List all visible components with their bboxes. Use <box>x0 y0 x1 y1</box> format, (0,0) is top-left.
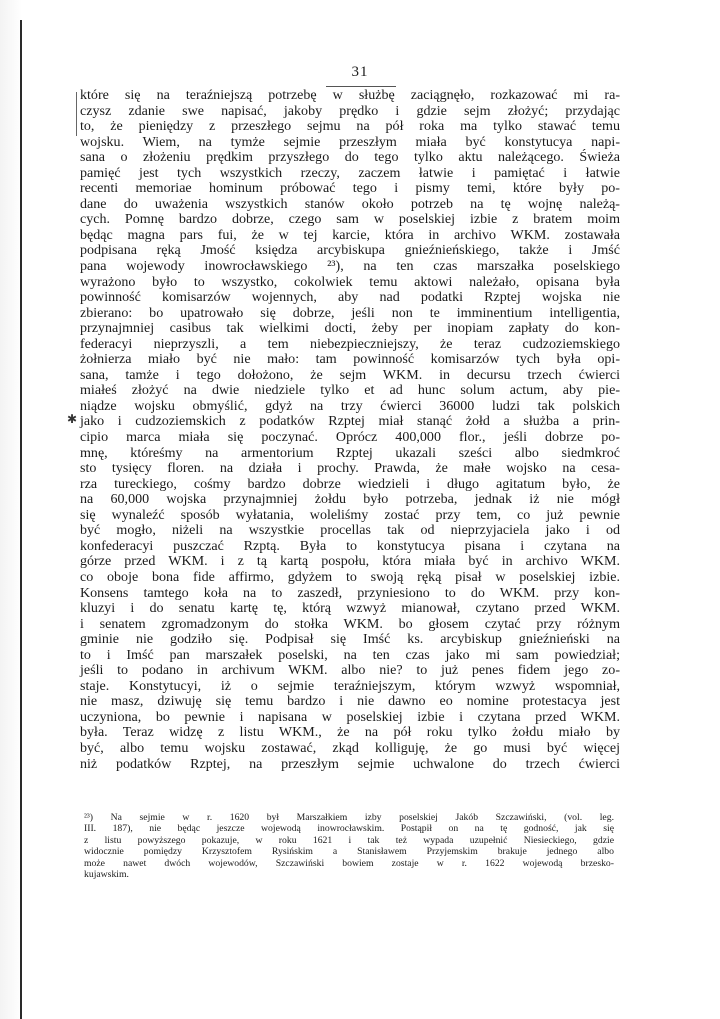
footnote-block <box>84 812 614 880</box>
footnote-line: kujawskim. <box>84 869 129 881</box>
text-line: była. Teraz widzę z listu WKM., że na pół roku tylko żołdu miało by <box>80 724 620 741</box>
margin-annotation-mark: ✱ <box>67 412 78 426</box>
text-line: staje. Konstytucyi, iż o sejmie teraźniejszym, którym wzwyż wspomniał, <box>80 677 620 694</box>
text-line: co oboje bona fide affirmo, gdyżem to swoją ręką pisał w poselskiej izbie. <box>80 568 620 585</box>
text-line: mnę, któreśmy na armentorium Rzptej ukazali sześci albo siedmkroć <box>80 444 620 461</box>
text-line: zbierano: bo upatrowało się dobrze, jeśli non te imminentium intelligentia, <box>80 304 620 321</box>
text-line: pamięć jest tych wszystkich rzeczy, zaczem łatwie i pamiętać i łatwie <box>80 164 620 181</box>
text-line: rza tureckiego, cośmy bardzo dobrze wiedzieli i długo agitatum było, że <box>80 475 620 492</box>
text-line: niądze wojsku obmyślić, gdyż na trzy ćwierci 36000 ludzi tak polskich <box>80 397 620 414</box>
page-number: 31 <box>351 64 369 80</box>
footnote-line: widocznie pomiędzy Krzysztofem Rysińskim a Stanisławem Przyjemskim brakuje jednego albo <box>84 846 614 858</box>
text-line: jako i cudzoziemskich z podatków Rzptej miał stanąć żołd a służba a prin- <box>80 413 620 430</box>
text-line: powinność komisarzów wojennych, aby nad podatki Rzptej wojska nie <box>80 289 620 306</box>
text-line: miałeś złożyć na dwie niedziele tylko et ad hunc solum actum, aby pie- <box>80 382 620 399</box>
scan-edge <box>0 0 22 1019</box>
text-line: uczyniona, bo pewnie i napisana w poselskiej izbie i czytana przed WKM. <box>80 708 620 725</box>
footnote-line: ²³) Na sejmie w r. 1620 był Marszałkiem izby poselskiej Jakób Szczawiński, (vol. leg. <box>84 812 614 823</box>
footnote-line: z listu powyższego pokazuje, w roku 1621 i tak też wypada uzupełnić Niesieckiego, gdzie <box>84 834 614 846</box>
text-line: niż podatków Rzptej, na przeszłym sejmie uchwalone do trzech ćwierci <box>80 755 620 772</box>
text-line: Konsens tamtego koła na to zaszedł, przyniesiono to do WKM. przy kon- <box>80 584 620 601</box>
text-line: sana o złożeniu prędkim przyszłego do tego tylko aktu należącego. Świeża <box>80 149 620 166</box>
text-line: wojsku. Wiem, na tymże sejmie przeszłym miała być konstytucya napi- <box>80 133 620 150</box>
text-line: pana wojewody inowrocławskiego ²³), na ten czas marszałka poselskiego <box>80 258 620 275</box>
text-line: federacyi nieprzyszli, a tem niebezpieczniejszy, że teraz cudzoziemskiego <box>80 335 620 352</box>
text-line: żołnierza miało być nie mało: tam powinność komisarzów tych była opi- <box>80 351 620 368</box>
text-line: cych. Pomnę bardzo dobrze, czego sam w poselskiej izbie z bratem moim <box>80 211 620 228</box>
text-line: na 60,000 wojska przynajmniej żołdu było potrzeba, jednak iż nie mógł <box>80 491 620 508</box>
text-line: gminie nie godziło się. Podpisał się Imść ks. arcybiskup gnieźnieński na <box>80 631 620 648</box>
text-line: wyrażono było to wszystko, cokolwiek temu aktowi należało, opisana była <box>80 273 620 290</box>
text-line: które się na teraźniejszą potrzebę w służbę zaciągnęło, rozkazować mi ra- <box>80 87 620 103</box>
text-line: być, albo temu wojsku zostawać, zkąd kolliguję, że go musi być więcej <box>80 739 620 756</box>
text-line: sana, tamże i tego dołożono, że sejm WKM. in decursu trzech ćwierci <box>80 366 620 383</box>
text-line: się wynaleźć sposób wyłatania, woleliśmy zostać przy tem, co już pewnie <box>80 506 620 523</box>
footnote-line: może nawet dwóch wojewodów, Szczawiński bowiem zostaje w r. 1622 wojewodą brzesko- <box>84 857 614 869</box>
footnote-line: III. 187), nie będąc jeszcze wojewodą inowrocławskim. Postąpił on na tę godność, jak się <box>84 823 614 835</box>
text-line: to i Imść pan marszałek poselski, na ten czas jako mi sam powiedział; <box>80 646 620 663</box>
text-line: kluzyi i do senatu kartę tę, którą wzwyż mianował, czytano przed WKM. <box>80 600 620 617</box>
text-line: cipio marca miała się poczynać. Oprócz 400,000 flor., jeśli dobrze po- <box>80 429 620 446</box>
text-line: podpisana ręką Jmość księdza arcybiskupa gnieźnieńskiego, także i Jmść <box>80 242 620 259</box>
text-line: to, że pieniędzy z przeszłego sejmu na pół roka ma tylko stawać temu <box>80 118 620 135</box>
text-line: recenti memoriae hominum próbować tego i pismy temi, które były po- <box>80 180 620 197</box>
text-line: jeśli to podano in archivum WKM. albo nie? to już penes fidem jego zo- <box>80 662 620 679</box>
text-line: nie masz, dziwuję się temu bardzo i nie dawno eo nomine protestacya jest <box>80 693 620 710</box>
main-text-block <box>80 88 620 772</box>
text-line: sto tysięcy floren. na działa i prochy. Prawda, że małe wojsko na cesa- <box>80 460 620 477</box>
text-line: dane do uważenia wszystkich stanów około potrzeb na tę wojnę należą- <box>80 195 620 212</box>
text-line: być mogło, niżeli na wszystkie procellas tak od nieprzyjaciela jako i od <box>80 522 620 539</box>
text-line: czysz zdanie swe napisać, jakoby prędko i gdzie sejm złożyć; przydając <box>80 102 620 119</box>
binding-edge-line <box>20 20 22 1019</box>
text-line: przynajmniej casibus tak wielkimi docti, żeby per inopiam zapłaty do kon- <box>80 320 620 337</box>
text-line: konfederacyi puszczać Rzptą. Była to konstytucya pisana i czytana na <box>80 537 620 554</box>
text-line: będąc magna pars fui, że w tej karcie, która in archivo WKM. zostawała <box>80 226 620 243</box>
text-line: i senatem zgromadzonym do stołka WKM. bo głosem czytać przy różnym <box>80 615 620 632</box>
text-line: górze przed WKM. i z tą kartą pospołu, która miała być in archivo WKM. <box>80 553 620 570</box>
